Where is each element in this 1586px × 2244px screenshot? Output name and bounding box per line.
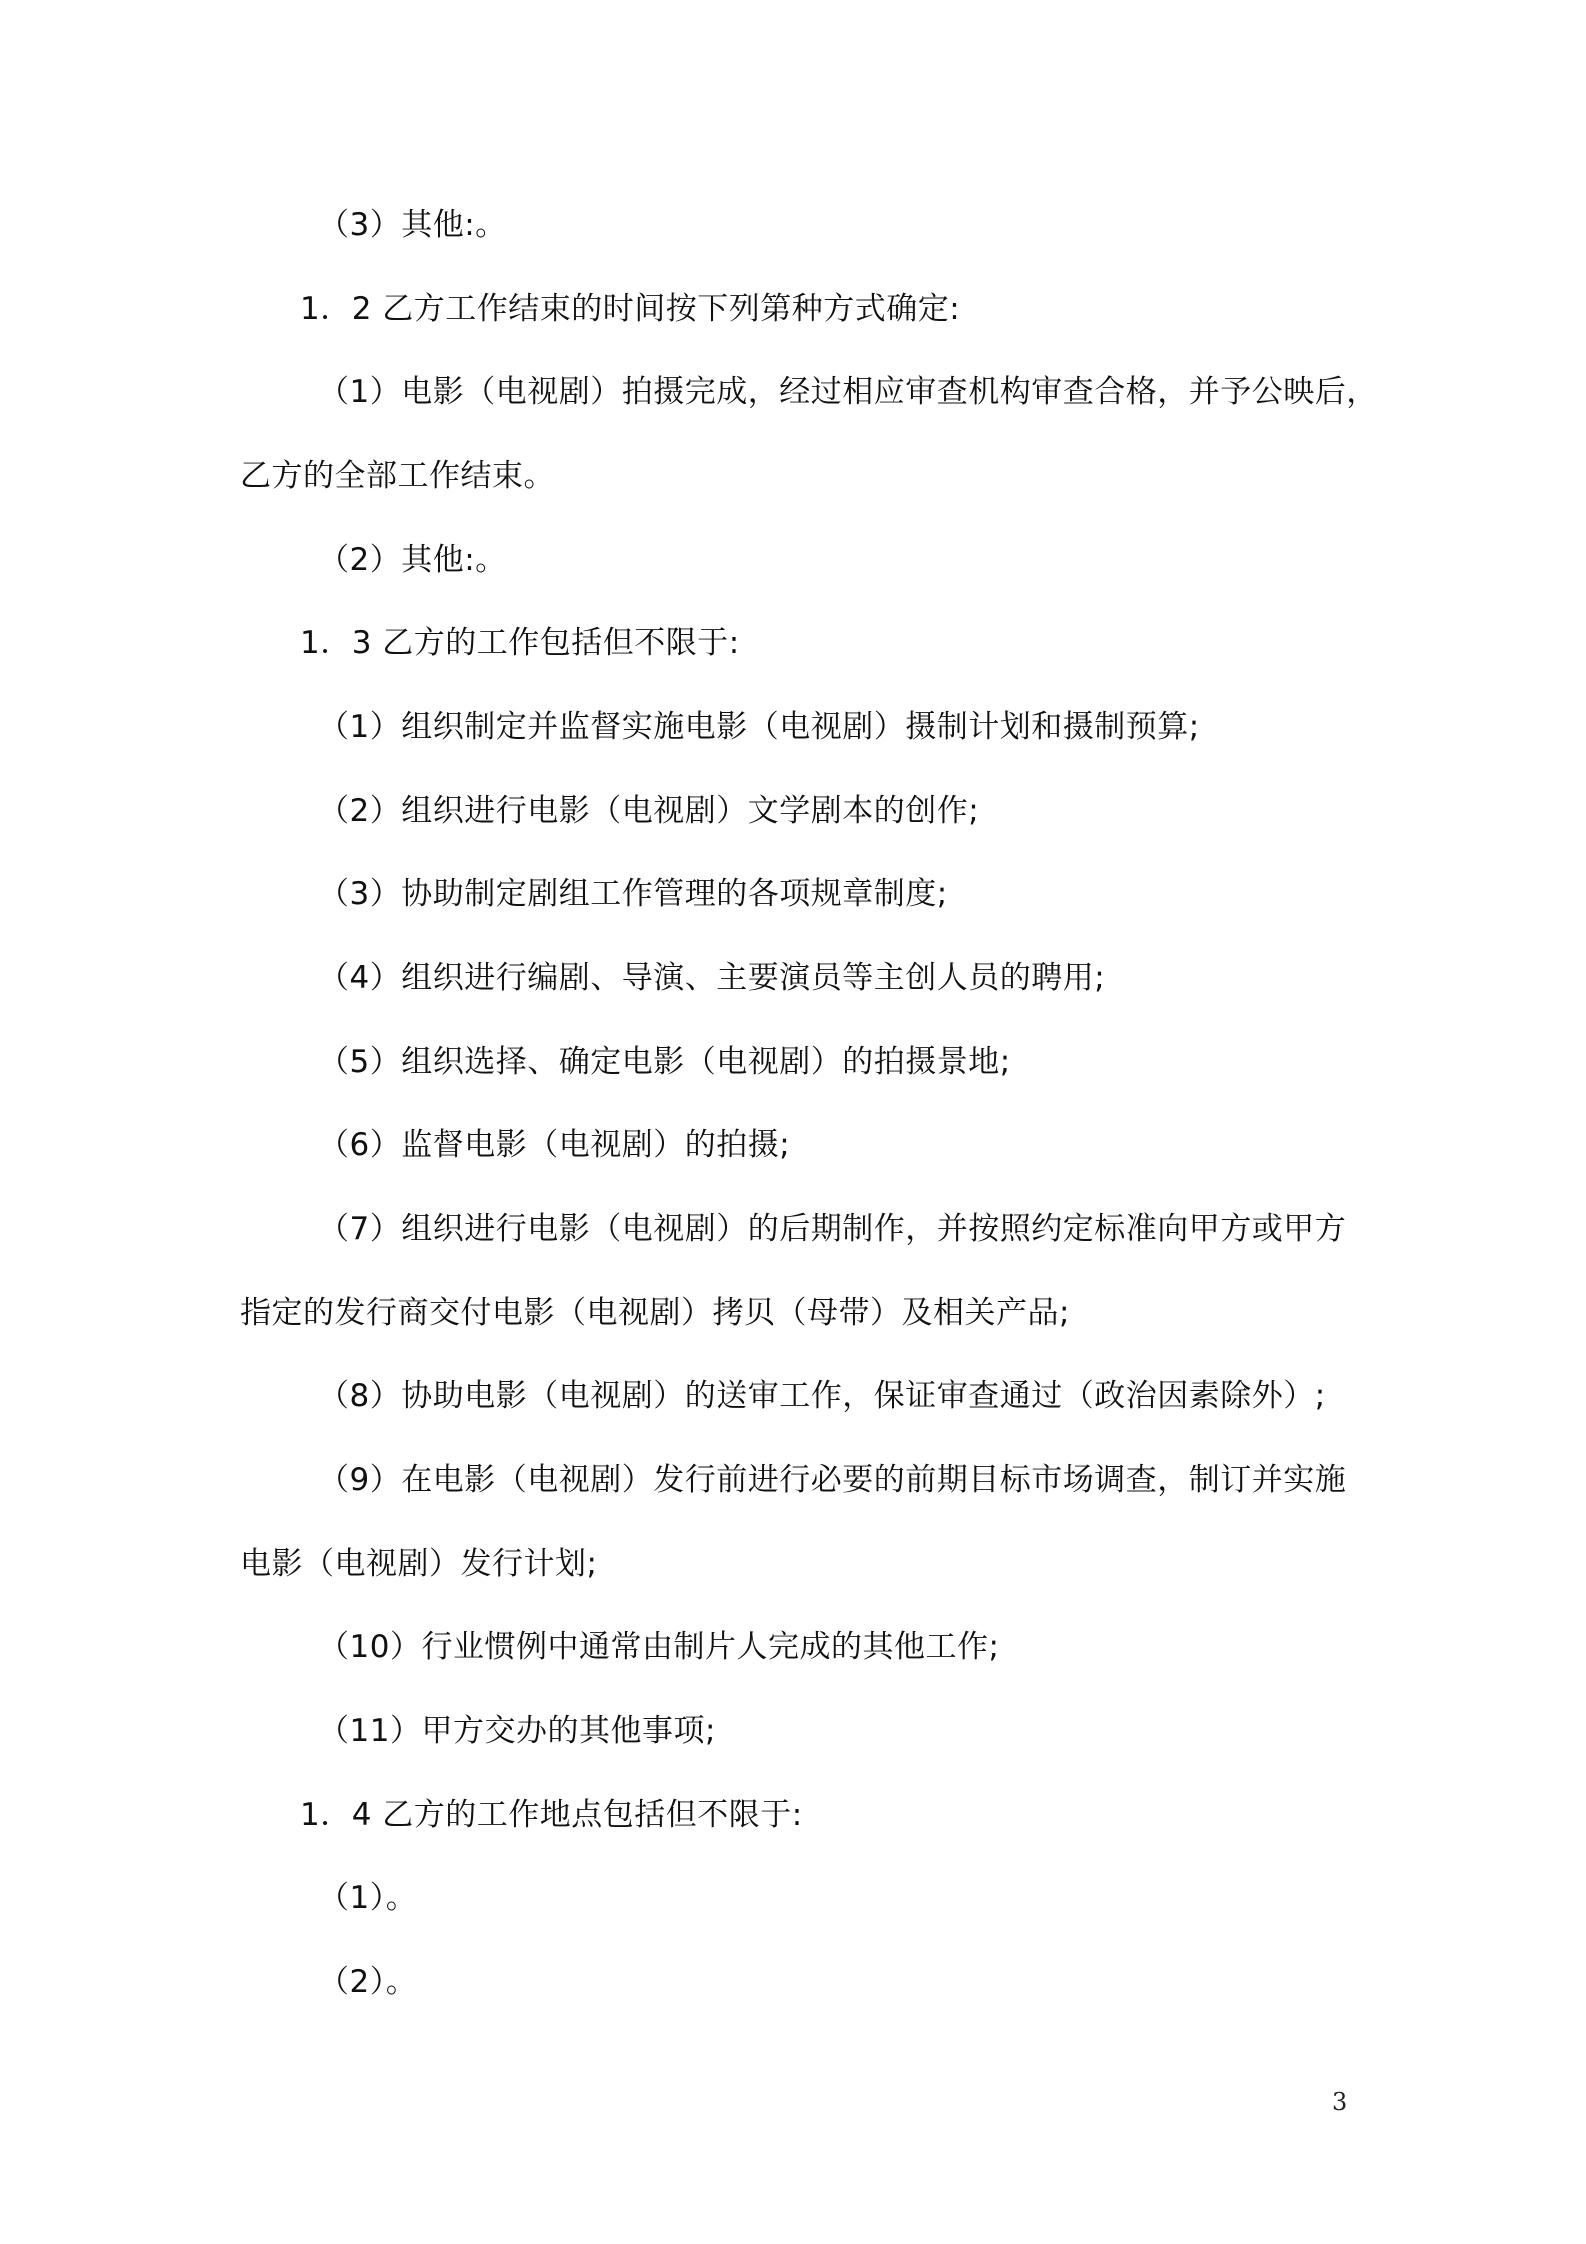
list-item-continuation: 指定的发行商交付电影（电视剧）拷贝（母带）及相关产品; [240, 1295, 1070, 1331]
list-item: （1）组织制定并监督实施电影（电视剧）摄制计划和摄制预算; [318, 709, 1200, 745]
list-item: （10）行业惯例中通常由制片人完成的其他工作; [318, 1629, 1000, 1665]
list-item: （7）组织进行电影（电视剧）的后期制作，并按照约定标准向甲方或甲方 [318, 1211, 1347, 1247]
list-item: （8）协助电影（电视剧）的送审工作，保证审查通过（政治因素除外）; [318, 1378, 1326, 1414]
paragraph-line: （2）其他:。 [318, 542, 507, 578]
paragraph-line: （1）电影（电视剧）拍摄完成，经过相应审查机构审查合格，并予公映后， [318, 374, 1378, 410]
list-item: （1）。 [318, 1880, 418, 1916]
list-item: （3）协助制定剧组工作管理的各项规章制度; [318, 876, 948, 912]
paragraph-line: （3）其他:。 [318, 207, 507, 243]
list-item: （2）组织进行电影（电视剧）文学剧本的创作; [318, 793, 980, 829]
list-item: （9）在电影（电视剧）发行前进行必要的前期目标市场调查，制订并实施 [318, 1462, 1347, 1498]
section-heading: 1．3 乙方的工作包括但不限于: [300, 625, 740, 661]
section-heading: 1．4 乙方的工作地点包括但不限于: [300, 1797, 803, 1833]
section-heading: 1．2 乙方工作结束的时间按下列第种方式确定: [300, 291, 961, 327]
list-item: （11）甲方交办的其他事项; [318, 1713, 716, 1749]
list-item-continuation: 电影（电视剧）发行计划; [240, 1546, 598, 1582]
page-number: 3 [1332, 2088, 1348, 2116]
list-item: （5）组织选择、确定电影（电视剧）的拍摄景地; [318, 1044, 1011, 1080]
list-item: （4）组织进行编剧、导演、主要演员等主创人员的聘用; [318, 960, 1106, 996]
paragraph-line: 乙方的全部工作结束。 [240, 458, 555, 494]
list-item: （6）监督电影（电视剧）的拍摄; [318, 1127, 791, 1163]
list-item: （2）。 [318, 1964, 418, 2000]
